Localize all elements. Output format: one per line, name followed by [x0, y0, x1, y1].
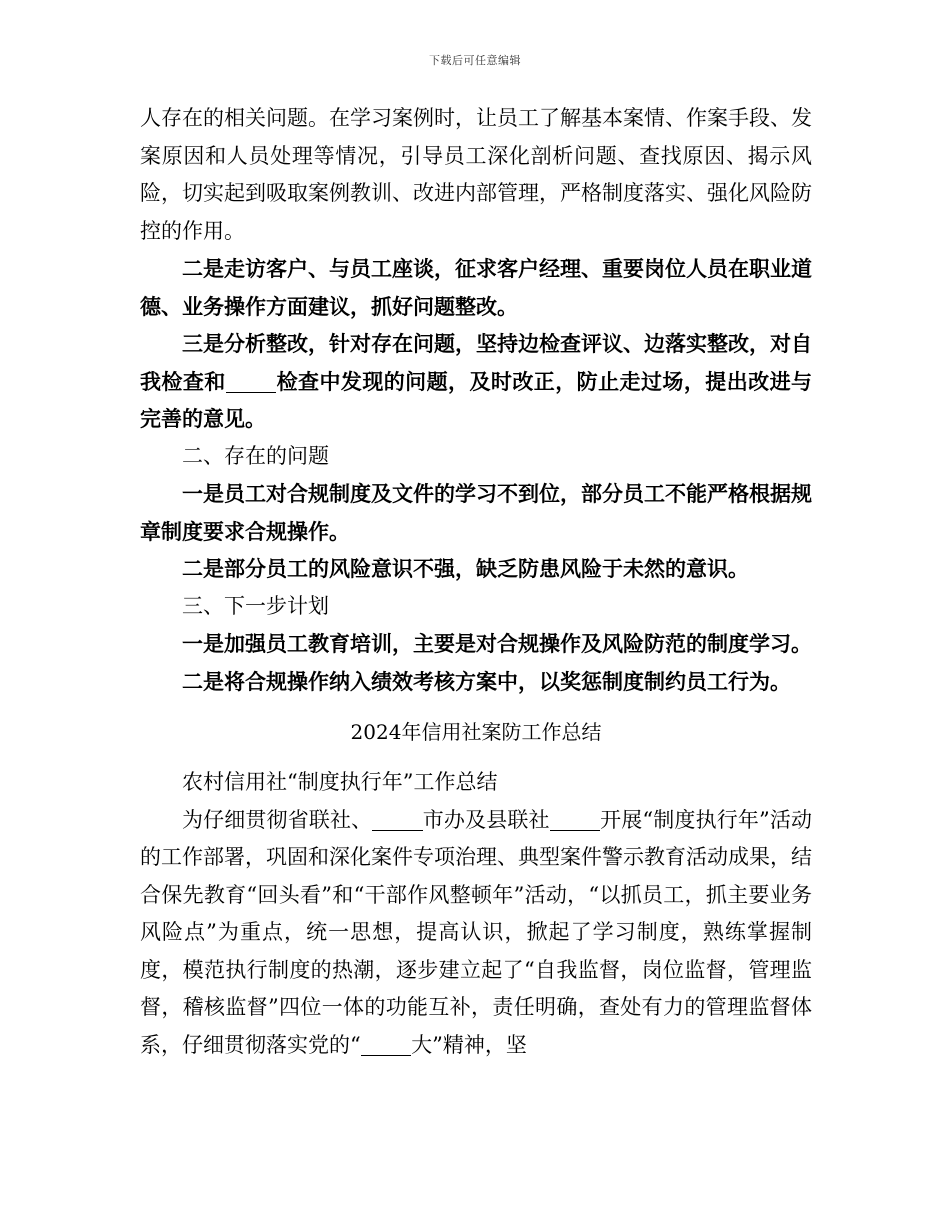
paragraph-analysis-rectify-part2: 检查中发现的问题，及时改正，防止走过场，提出改进与完善的意见。: [140, 368, 813, 431]
body-part4: 大”精神，坚: [411, 1032, 527, 1057]
paragraph-plan-one: 一是加强员工教育培训，主要是对合规操作及风险防范的制度学习。: [182, 631, 812, 656]
fill-blank: [361, 1034, 411, 1056]
paragraph-visit-clients: 二是走访客户、与员工座谈，征求客户经理、重要岗位人员在职业道德、业务操作方面建议，抓好问题整改。: [140, 256, 812, 319]
body-part1: 为仔细贯彻省联社、: [182, 807, 373, 832]
subtitle: 农村信用社“制度执行年”工作总结: [182, 770, 498, 794]
section-title: 2024年信用社案防工作总结: [350, 720, 602, 744]
fill-blank: [550, 809, 600, 831]
paragraph-problem-two: 二是部分员工的风险意识不强，缺乏防患风险于未然的意识。: [182, 556, 749, 581]
fill-blank: [372, 809, 422, 831]
heading-next-plan: 三、下一步计划: [182, 593, 329, 618]
paragraph-problem-one: 一是员工对合规制度及文件的学习不到位，部分员工不能严格根据规章制度要求合规操作。: [140, 481, 812, 544]
paragraph-system-execution: [140, 802, 812, 1065]
body-part3: 开展“制度执行年”活动的工作部署，巩固和深化案件专项治理、典型案件警示教育活动成果，结合保先教育“回头看”和“干部作风整顿年”活动，“以抓员工，抓主要业务风险点”为重点，统一思想，提高认识，掀起了学习制度，熟练掌握制度，模范执行制度的热潮，逐步建立起了“自我监督，岗位监督，管理监督，稽核监督”四位一体的功能互补，责任明确，查处有力的管理监督体系，仔细贯彻落实党的“: [140, 807, 812, 1057]
body-part2: 市办及县联社: [422, 807, 550, 832]
page-header: 下载后可任意编辑: [429, 54, 521, 67]
document-body: [140, 100, 812, 1064]
fill-blank: [226, 371, 276, 393]
paragraph-continued: 人存在的相关问题。在学习案例时，让员工了解基本案情、作案手段、发案原因和人员处理等情况，引导员工深化剖析问题、查找原因、揭示风险，切实起到吸取案例教训、改进内部管理，严格制度落实、强化风险防控的作用。: [140, 106, 812, 243]
heading-existing-problems: 二、存在的问题: [182, 443, 329, 468]
paragraph-analysis-rectify-part1: 三是分析整改，针对存在问题，坚持边检查评议、边落实整改，对自我检查和: [140, 331, 812, 394]
paragraph-plan-two: 二是将合规操作纳入绩效考核方案中，以奖惩制度制约员工行为。: [182, 668, 791, 694]
paragraph-analysis-rectify: [140, 325, 812, 438]
